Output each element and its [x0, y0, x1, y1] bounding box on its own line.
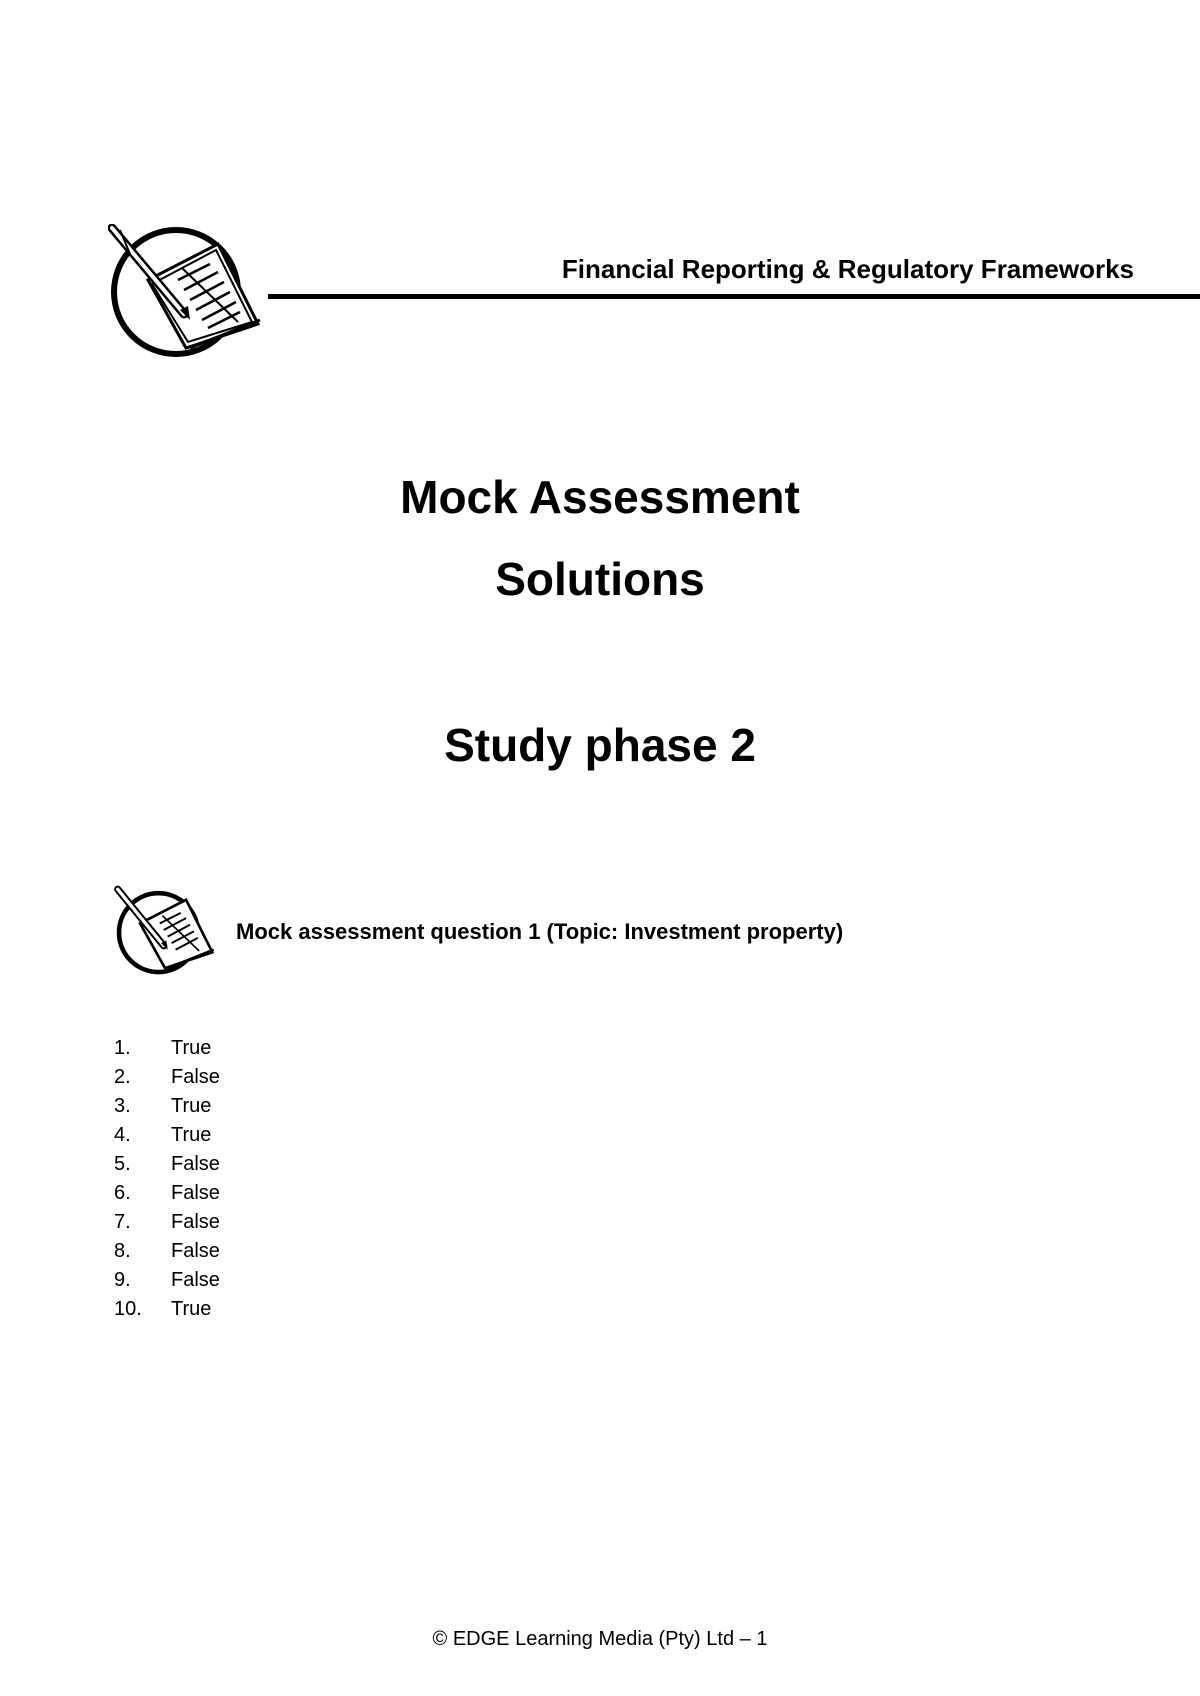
answer-number: 7.	[114, 1211, 131, 1233]
answer-number: 2.	[114, 1066, 131, 1088]
answer-value: True	[171, 1037, 212, 1059]
list-item	[114, 1266, 220, 1295]
answer-number: 3.	[114, 1095, 131, 1117]
answer-number: 5.	[114, 1153, 131, 1175]
list-item	[114, 1295, 220, 1324]
list-item	[114, 1237, 220, 1266]
answer-value: False	[171, 1182, 220, 1204]
book-and-pen-icon	[112, 884, 222, 976]
list-item	[114, 1092, 220, 1121]
answer-value: False	[171, 1211, 220, 1233]
answer-value: False	[171, 1269, 220, 1291]
header-rule	[268, 294, 1200, 299]
answer-value: False	[171, 1066, 220, 1088]
answer-value: False	[171, 1153, 220, 1175]
answer-number: 6.	[114, 1182, 131, 1204]
answer-number: 1.	[114, 1037, 131, 1059]
list-item	[114, 1208, 220, 1237]
question-heading: Mock assessment question 1 (Topic: Investment property)	[236, 919, 844, 944]
list-item	[114, 1034, 220, 1063]
answer-list	[114, 1034, 220, 1324]
list-item	[114, 1179, 220, 1208]
document-title: Mock Assessment	[400, 471, 800, 523]
answer-value: False	[171, 1240, 220, 1262]
answer-number: 9.	[114, 1269, 131, 1291]
header-title: Financial Reporting & Regulatory Frameworks	[561, 254, 1134, 284]
answer-value: True	[171, 1124, 212, 1146]
answer-value: True	[171, 1298, 212, 1320]
list-item	[114, 1121, 220, 1150]
list-item	[114, 1063, 220, 1092]
answer-value: True	[171, 1095, 212, 1117]
answer-number: 4.	[114, 1124, 131, 1146]
book-and-pen-icon	[108, 224, 270, 364]
list-item	[114, 1150, 220, 1179]
page-footer: © EDGE Learning Media (Pty) Ltd – 1	[432, 1628, 768, 1650]
answer-number: 8.	[114, 1240, 131, 1262]
study-phase-title: Study phase 2	[444, 719, 756, 771]
answer-number: 10.	[114, 1298, 142, 1320]
document-subtitle: Solutions	[495, 553, 705, 605]
